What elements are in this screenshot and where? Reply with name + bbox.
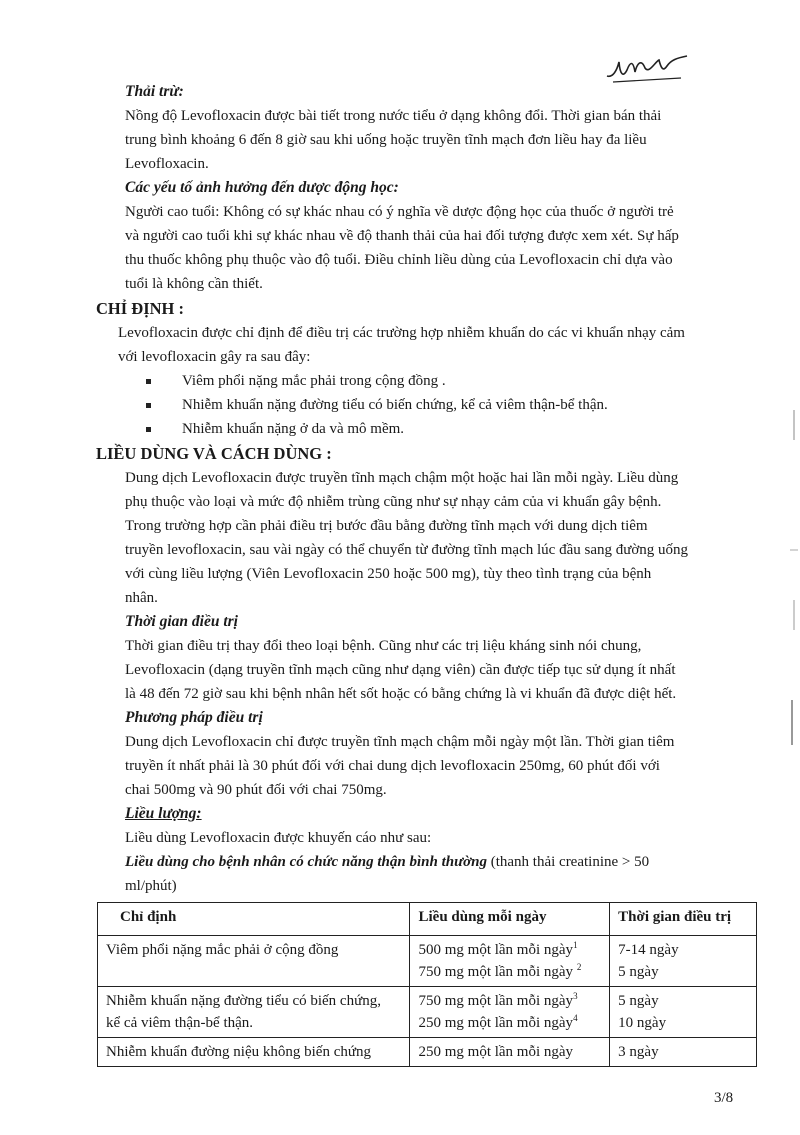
bullet-icon <box>146 403 151 408</box>
dose-cell: 500 mg một lần mỗi ngày$^1$ 750 mg một lần mỗi ngày $^2$ <box>410 936 610 987</box>
column-header-indication: Chỉ định <box>98 903 410 936</box>
dose-amount-heading: Liều lượng: <box>125 805 202 822</box>
table-row <box>98 1038 757 1067</box>
indications-intro <box>118 321 746 369</box>
text-line: phụ thuộc vào loại và mức độ nhiễm trùng cũng như sự nhạy cảm của vi khuẩn gây bệnh. <box>125 494 662 510</box>
text-line: Nồng độ Levofloxacin được bài tiết trong nước tiểu ở dạng không đổi. Thời gian bán thải <box>125 108 662 124</box>
text-line: Levofloxacin được chỉ định để điều trị các trường hợp nhiễm khuẩn do các vi khuẩn nhạy cảm <box>118 325 685 341</box>
column-header-daily-dose: Liều dùng mỗi ngày <box>410 903 610 936</box>
text-line: Levofloxacin. <box>125 156 209 172</box>
excretion-text <box>125 104 746 176</box>
page-number: 3/8 <box>714 1090 734 1106</box>
text-line: thu thuốc không phụ thuộc vào độ tuổi. Điều chỉnh liều dùng của Levofloxacin chỉ dựa vào <box>125 252 673 268</box>
text-line: truyền ít nhất phải là 30 phút đối với chai dung dịch levofloxacin 250mg, 60 phút đối với <box>125 758 660 774</box>
indication-cell: Nhiễm khuẩn đường niệu không biến chứng <box>98 1038 410 1067</box>
column-header-duration: Thời gian điều trị <box>610 903 757 936</box>
method-text <box>125 730 746 802</box>
normal-renal-line: Liều dùng cho bệnh nhân có chức năng thận bình thường (thanh thải creatinine > 50 ml/phút) <box>125 854 650 894</box>
dose-cell: 250 mg một lần mỗi ngày <box>410 1038 610 1067</box>
indications-heading: CHỈ ĐỊNH : <box>96 299 185 318</box>
text-line: truyền levofloxacin, sau vài ngày có thể chuyển từ đường tĩnh mạch lúc đầu sang đường uống <box>125 542 689 558</box>
duration-heading: Thời gian điều trị <box>125 613 238 630</box>
text-line: chai 500mg và 90 phút đối với chai 750mg. <box>125 782 387 798</box>
scan-edge-marks <box>780 400 800 750</box>
method-heading: Phương pháp điều trị <box>125 709 263 726</box>
dose-table <box>97 902 757 1067</box>
duration-text <box>125 634 746 706</box>
text-line: Người cao tuổi: Không có sự khác nhau có ý nghĩa về dược động học của thuốc ở người trẻ <box>125 204 674 220</box>
text-line: trung bình khoảng 6 đến 8 giờ sau khi uống hoặc truyền tĩnh mạch đơn liều hay đa liều <box>125 132 647 148</box>
text-line: Thời gian điều trị thay đổi theo loại bệnh. Cũng như các trị liệu kháng sinh nói chung, <box>125 638 642 654</box>
indication-cell: Nhiễm khuẩn nặng đường tiểu có biến chứng, kể cả viêm thận-bể thận. <box>98 987 410 1038</box>
pk-factors-text <box>125 200 746 296</box>
dose-amount-intro: Liều dùng Levofloxacin được khuyến cáo như sau: <box>125 830 432 846</box>
duration-cell: 7-14 ngày 5 ngày <box>610 936 757 987</box>
indications-list <box>96 369 746 441</box>
list-item: Viêm phổi nặng mắc phải trong cộng đồng . <box>146 369 746 393</box>
text-line: Dung dịch Levofloxacin được truyền tĩnh mạch chậm một hoặc hai lần mỗi ngày. Liều dùng <box>125 470 679 486</box>
text-line: là 48 đến 72 giờ sau khi bệnh nhân hết sốt hoặc có bằng chứng là vi khuẩn đã được diệt hết. <box>125 686 677 702</box>
text-line: nhân. <box>125 590 158 606</box>
pk-factors-heading: Các yếu tố ảnh hưởng đến dược động học: <box>125 179 399 196</box>
text-line: tuổi là không cần thiết. <box>125 276 263 292</box>
text-line: và người cao tuổi khi sự khác nhau về độ thanh thải của hai đối tượng được xem xét. Sự hấp <box>125 228 679 244</box>
dosage-text <box>125 466 746 610</box>
table-row <box>98 936 757 987</box>
normal-renal-label: Liều dùng cho bệnh nhân có chức năng thận bình thường <box>125 854 487 870</box>
table-header-row <box>98 903 757 936</box>
document-body <box>96 80 746 898</box>
indication-cell: Viêm phổi nặng mắc phải ở cộng đồng <box>98 936 410 987</box>
table-row <box>98 987 757 1038</box>
bullet-icon <box>146 427 151 432</box>
list-item: Nhiễm khuẩn nặng đường tiểu có biến chứng, kể cả viêm thận-bể thận. <box>146 393 746 417</box>
bullet-icon <box>146 379 151 384</box>
dosage-heading: LIỀU DÙNG VÀ CÁCH DÙNG : <box>96 444 332 463</box>
text-line: Levofloxacin (dạng truyền tĩnh mạch cũng như dạng viên) cần được tiếp tục sử dụng ít nhất <box>125 662 676 678</box>
dose-cell: 750 mg một lần mỗi ngày$^3$ 250 mg một lần mỗi ngày$^4$ <box>410 987 610 1038</box>
excretion-heading: Thải trừ: <box>125 83 184 100</box>
text-line: với cùng liều lượng (Viên Levofloxacin 250 hoặc 500 mg), tùy theo tình trạng của bệnh <box>125 566 652 582</box>
text-line: Trong trường hợp cần phải điều trị bước đầu bằng đường tĩnh mạch với dung dịch tiêm <box>125 518 648 534</box>
text-line: Dung dịch Levofloxacin chỉ được truyền tĩnh mạch chậm mỗi ngày một lần. Thời gian tiêm <box>125 734 675 750</box>
text-line: với levofloxacin gây ra sau đây: <box>118 349 311 365</box>
list-item: Nhiễm khuẩn nặng ở da và mô mềm. <box>146 417 746 441</box>
duration-cell: 3 ngày <box>610 1038 757 1067</box>
duration-cell: 5 ngày 10 ngày <box>610 987 757 1038</box>
